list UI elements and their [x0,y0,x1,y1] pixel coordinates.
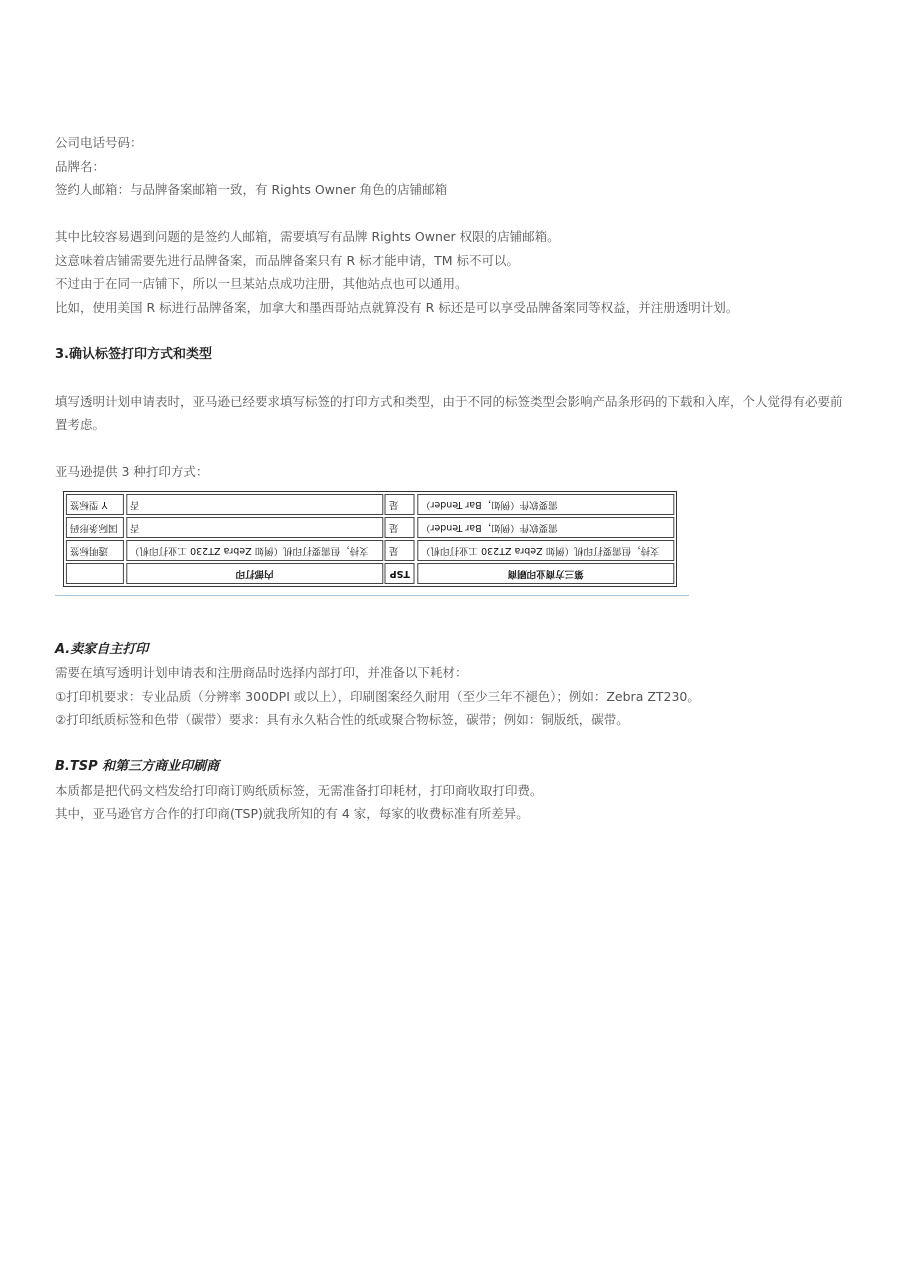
print-methods-table-image [63,491,677,587]
section-b-line-2: 其中，亚马逊官方合作的打印商(TSP)就我所知的有 4 家，每家的收费标准有所差异。 [55,806,529,821]
notes-line-3: 不过由于在同一店铺下，所以一旦某站点成功注册，其他站点也可以通用。 [55,276,468,291]
table-cell: 透明标签 [66,540,124,561]
table-cell: 是 [385,540,415,561]
table-cell: 内部打印 [126,563,383,584]
table-cell: 需要软件（例如，Bar Tender） [417,517,674,538]
table-cell: 否 [126,517,383,538]
table-cell: 是 [385,494,415,515]
section-b-line-1: 本质都是把代码文档发给打印商订购纸质标签，无需准备打印耗材，打印商收取打印费。 [55,782,543,798]
table-cell: 是 [385,517,415,538]
section-a-line-3: ②打印纸质标签和色带（碳带）要求：具有永久粘合性的纸或聚合物标签，碳带；例如：铜版纸，碳带。 [55,712,629,727]
notes-line-2: 这意味着店铺需要先进行品牌备案，而品牌备案只有 R 标才能申请，TM 标不可以。 [55,252,520,268]
table-cell: 支持，但需要打印机（例如 Zebra ZT230 工业打印机） [417,540,674,561]
section-a-line-1: 需要在填写透明计划申请表和注册商品时选择内部打印，并准备以下耗材： [55,665,468,680]
signer-email-line: 签约人邮箱：与品牌备案邮箱一致，有 Rights Owner 角色的店铺邮箱 [55,182,448,197]
table-row [66,494,674,515]
table-cell: TSP [385,563,415,584]
table-row [66,540,674,561]
notes-line-4: 比如，使用美国 R 标进行品牌备案，加拿大和墨西哥站点就算没有 R 标还是可以享受品牌备案同等权益，并注册透明计划。 [55,299,739,315]
table-divider [55,595,689,596]
table-row [66,517,674,538]
table-cell: 需要软件（例如，Bar Tender） [417,494,674,515]
section-3-title: 3.确认标签打印方式和类型 [55,346,212,362]
section-3-lead: 亚马逊提供 3 种打印方式： [55,464,209,479]
table-cell: 否 [126,494,383,515]
table-cell: 国际条形码 [66,517,124,538]
company-phone-line: 公司电话号码： [55,135,143,150]
section-a-title: A.卖家自主打印 [55,641,149,657]
table-cell: 支持，但需要打印机（例如 Zebra ZT230 工业打印机） [126,540,383,561]
table-cell: 第三方商业印刷商 [417,563,674,584]
section-3-paragraph: 填写透明计划申请表时，亚马逊已经要求填写标签的打印方式和类型，由于不同的标签类型会影响产品条形码的下载和入库，个人觉得有必要前置考虑。 [55,393,843,432]
print-methods-table [63,491,677,587]
section-a-line-2: ①打印机要求：专业品质（分辨率 300DPI 或以上），印刷图案经久耐用（至少三年不褪色）；例如：Zebra ZT230。 [55,688,700,704]
table-header-row [66,563,674,584]
table-cell: Y 型标签 [66,494,124,515]
section-b-title: B.TSP 和第三方商业印刷商 [55,759,220,774]
brand-name-line: 品牌名： [55,158,106,174]
table-cell [66,563,124,584]
notes-line-1: 其中比较容易遇到问题的是签约人邮箱，需要填写有品牌 Rights Owner 权限的店铺邮箱。 [55,229,560,244]
article-body [55,131,850,826]
